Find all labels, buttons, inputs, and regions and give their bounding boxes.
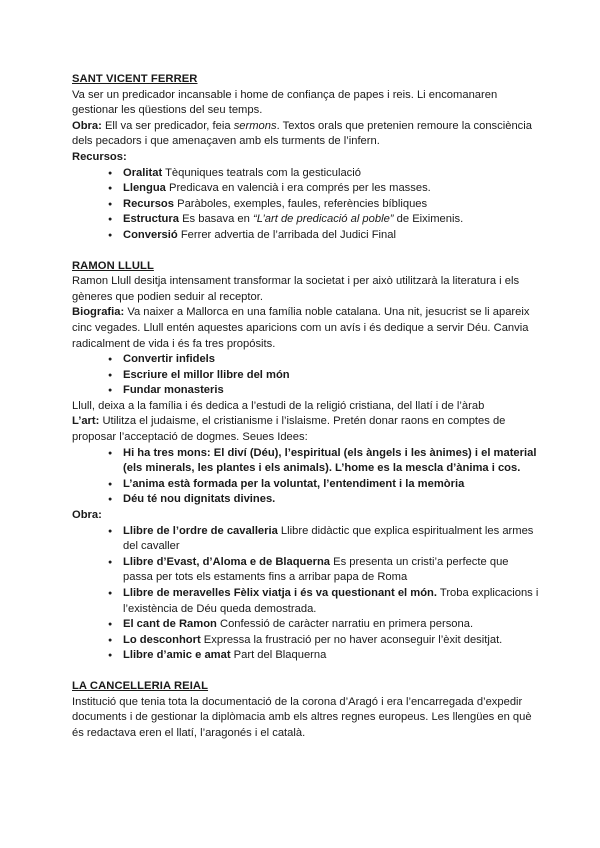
- obra-paragraph: [72, 119, 540, 150]
- intro-paragraph: Ramon Llull desitja intensament transformar la societat i per això utilitzarà la literatura i els gèneres que podien seduir al receptor.: [72, 275, 520, 303]
- list-item: ● Escriure el millor llibre del món: [108, 368, 540, 384]
- item-text: Paràboles, exemples, faules, referències bíbliques: [174, 197, 428, 210]
- art-paragraph: [72, 414, 540, 445]
- list-item: [108, 617, 540, 633]
- list-item: ● Déu té nou dignitats divines.: [108, 492, 540, 508]
- purposes-list: [72, 352, 540, 399]
- obra-label: Obra:: [72, 509, 102, 522]
- list-item: [108, 648, 540, 664]
- section-cancelleria-reial: [72, 679, 540, 741]
- item-text: Es basava en: [178, 213, 253, 226]
- work-text: Llibre didàctic que explica espiritualment les armes del cavaller: [123, 524, 534, 553]
- list-item: [108, 633, 540, 649]
- list-item: [108, 586, 540, 617]
- work-text: Confessió de caràcter narratiu en primera persona.: [216, 618, 474, 631]
- recursos-list: [72, 166, 540, 244]
- ideas-list: [72, 446, 540, 508]
- section-ramon-llull: [72, 259, 540, 664]
- biografia-paragraph: [72, 305, 540, 352]
- work-title: Llibre d’amic e amat: [123, 649, 231, 662]
- list-item: [108, 166, 540, 182]
- item-text: de Eiximenis.: [393, 213, 464, 226]
- works-list: [72, 524, 540, 664]
- obra-emphasis: sermons: [233, 119, 277, 132]
- obra-text-b: . Textos orals que pretenien remoure la consciència dels pecadors i que amenaçaven amb els turments de l’infern.: [72, 119, 532, 148]
- list-item: ● Convertir infidels: [108, 352, 540, 368]
- item-emphasis: “L’art de predicació al poble”: [252, 213, 394, 226]
- intro-paragraph: Va ser un predicador incansable i home de confiança de papes i reis. Li encomanaren gestionar les qüestions del seu temps.: [72, 88, 498, 117]
- cancelleria-paragraph: Institució que tenia tota la documentació de la corona d’Aragó i era l’encarregada d’expedir documents i de gestionar la diplòmacia amb els altres regnes europeus. Les llengües en què és redactava eren el llatí, l’aragonés i el català.: [72, 695, 532, 739]
- list-item: [108, 555, 540, 586]
- list-item: [108, 212, 540, 228]
- art-text: Utilitza el judaisme, el cristianisme i l’islaisme. Pretén donar raons en comptes de proposar l’acceptació de dogmes. Seues Idees:: [72, 415, 506, 444]
- recursos-label: Recursos:: [72, 150, 127, 163]
- biografia-text: Va naixer a Mallorca en una família noble catalana. Una nit, jesucrist se li apareix cinc vegades. Llull entén aquestes aparicions com un avís i és dedique a servir Déu. Canvia radicalment de vida i és fa tres propósits.: [72, 306, 530, 350]
- work-title: Llibre d’Evast, d’Aloma e de Blaquerna: [123, 555, 331, 568]
- art-label: L’art:: [72, 415, 100, 428]
- work-text: Troba explicacions i l’existència de Déu queda demostrada.: [123, 587, 539, 615]
- obra-label: Obra:: [72, 119, 102, 132]
- item-text: Tèquniques teatrals com la gesticulació: [162, 166, 361, 179]
- list-item: [108, 181, 540, 197]
- item-term: Oralitat: [123, 166, 163, 179]
- list-item: ● Fundar monasteris: [108, 383, 540, 399]
- work-text: Es presenta un cristi’a perfecte que passa per tots els estaments fins a arribar papa de Roma: [123, 555, 509, 584]
- section-sant-vicent-ferrer: [72, 72, 540, 244]
- item-term: Llengua: [123, 182, 166, 195]
- item-term: Recursos: [123, 197, 174, 210]
- work-title: El cant de Ramon: [123, 618, 217, 631]
- item-text: Predicava en valencià i era comprés per les masses.: [165, 182, 431, 195]
- list-item: [108, 228, 540, 244]
- section-title: LA CANCELLERIA REIAL: [72, 679, 209, 692]
- list-item: [108, 524, 540, 555]
- family-paragraph: Llull, deixa a la família i és dedica a l’estudi de la religió cristiana, del llatí i de l’àrab: [72, 399, 485, 412]
- work-title: Llibre de l’ordre de cavalleria: [123, 524, 278, 537]
- work-text: Part del Blaquerna: [230, 649, 327, 662]
- item-term: Estructura: [123, 213, 179, 226]
- section-title: SANT VICENT FERRER: [72, 73, 198, 85]
- work-title: Llibre de meravelles Fèlix viatja i és va questionant el món.: [123, 587, 437, 599]
- list-item: [108, 197, 540, 213]
- list-item: ● Hi ha tres mons: El diví (Déu), l’espiritual (els àngels i les ànimes) i el material (els minerals, les plantes i els animals). L’home es la mescla d’ànima i cos.: [108, 446, 540, 477]
- item-term: Conversió: [123, 228, 178, 241]
- section-title: RAMON LLULL: [72, 259, 154, 272]
- item-text: Ferrer advertia de l’arribada del Judici Final: [177, 228, 396, 241]
- obra-text-a: Ell va ser predicador, feia: [101, 119, 234, 132]
- work-title: Lo desconhort: [123, 633, 201, 646]
- list-item: ● L’anima està formada per la voluntat, l’entendiment i la memòria: [108, 477, 540, 493]
- biografia-label: Biografia:: [72, 306, 125, 319]
- work-text: Expressa la frustració per no haver aconseguir l’èxit desitjat.: [200, 633, 503, 646]
